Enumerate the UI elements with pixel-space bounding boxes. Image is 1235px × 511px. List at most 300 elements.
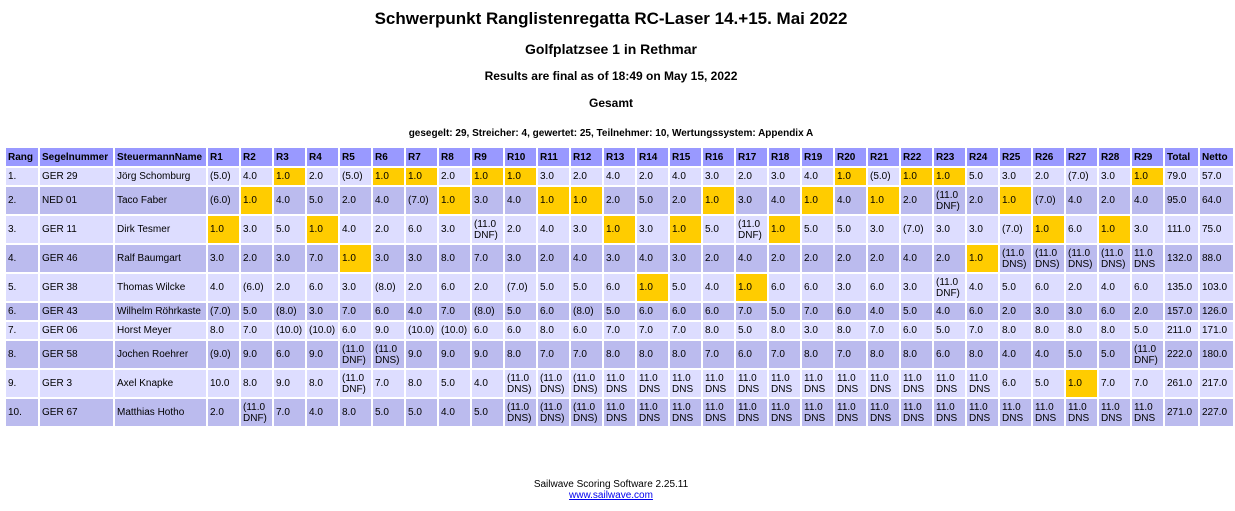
race-result-cell: 11.0 DNS: [802, 399, 833, 426]
race-result-cell: 11.0 DNS: [835, 370, 866, 397]
race-result-cell: 3.0: [967, 216, 998, 243]
race-result-cell: 2.0: [274, 274, 305, 301]
column-header-r25: R25: [1000, 148, 1031, 166]
race-result-cell: 5.0: [274, 216, 305, 243]
race-result-cell: 7.0: [538, 341, 569, 368]
group-title: Gesamt: [588, 96, 634, 110]
table-row: [6, 370, 1233, 397]
race-result-cell: 2.0: [472, 274, 503, 301]
race-result-cell: (7.0): [1033, 187, 1064, 214]
table-header-row: [6, 148, 1233, 166]
race-result-cell: 3.0: [505, 245, 536, 272]
race-result-cell: 6.0: [1099, 303, 1130, 320]
race-result-cell: (10.0): [406, 322, 437, 339]
race-result-cell: 1.0: [1099, 216, 1130, 243]
column-header-r20: R20: [835, 148, 866, 166]
race-result-cell: 11.0 DNS: [703, 370, 734, 397]
race-result-cell: 6.0: [307, 274, 338, 301]
race-result-cell: (5.0): [208, 168, 239, 185]
race-result-cell: 3.0: [274, 245, 305, 272]
sail-number-cell: GER 58: [40, 341, 113, 368]
race-result-cell: 11.0 DNS: [637, 370, 668, 397]
race-result-cell: 6.0: [637, 303, 668, 320]
race-result-cell: 8.0: [505, 341, 536, 368]
race-result-cell: 11.0 DNS: [901, 399, 932, 426]
race-result-cell: 4.0: [769, 187, 800, 214]
race-result-cell: 8.0: [307, 370, 338, 397]
race-result-cell: 6.0: [1033, 274, 1064, 301]
race-result-cell: (8.0): [472, 303, 503, 320]
race-result-cell: 5.0: [901, 303, 932, 320]
race-result-cell: 5.0: [736, 322, 767, 339]
race-result-cell: 5.0: [406, 399, 437, 426]
race-result-cell: 11.0 DNS: [802, 370, 833, 397]
race-result-cell: 4.0: [901, 245, 932, 272]
race-result-cell: 4.0: [241, 168, 272, 185]
column-header-r23: R23: [934, 148, 965, 166]
race-result-cell: 4.0: [1066, 187, 1097, 214]
net-cell: 75.0: [1200, 216, 1233, 243]
race-result-cell: 2.0: [241, 245, 272, 272]
race-result-cell: 7.0: [439, 303, 470, 320]
race-result-cell: 1.0: [208, 216, 239, 243]
race-result-cell: 11.0 DNS: [670, 370, 701, 397]
race-result-cell: 7.0: [670, 322, 701, 339]
race-result-cell: 7.0: [769, 341, 800, 368]
total-cell: 95.0: [1165, 187, 1198, 214]
race-result-cell: 2.0: [736, 168, 767, 185]
race-result-cell: 1.0: [241, 187, 272, 214]
race-result-cell: 1.0: [571, 187, 602, 214]
race-result-cell: 3.0: [406, 245, 437, 272]
race-result-cell: (10.0): [274, 322, 305, 339]
race-result-cell: 7.0: [472, 245, 503, 272]
race-result-cell: 3.0: [934, 216, 965, 243]
race-result-cell: 4.0: [340, 216, 371, 243]
race-result-cell: 6.0: [439, 274, 470, 301]
race-result-cell: 1.0: [604, 216, 635, 243]
race-result-cell: 11.0 DNS: [736, 399, 767, 426]
race-result-cell: 3.0: [1132, 216, 1163, 243]
race-result-cell: 1.0: [439, 187, 470, 214]
net-cell: 103.0: [1200, 274, 1233, 301]
race-result-cell: (11.0 DNS): [1099, 245, 1130, 272]
race-result-cell: 7.0: [703, 341, 734, 368]
table-row: [6, 216, 1233, 243]
race-result-cell: 4.0: [274, 187, 305, 214]
rank-cell: 3.: [6, 216, 38, 243]
column-header-r13: R13: [604, 148, 635, 166]
column-header-r18: R18: [769, 148, 800, 166]
race-result-cell: 2.0: [604, 187, 635, 214]
skipper-name-cell: Wilhelm Röhrkaste: [115, 303, 206, 320]
rank-cell: 7.: [6, 322, 38, 339]
race-result-cell: 6.0: [670, 303, 701, 320]
footer: [0, 479, 1222, 501]
race-result-cell: 9.0: [373, 322, 404, 339]
race-result-cell: 3.0: [736, 187, 767, 214]
race-result-cell: 2.0: [637, 168, 668, 185]
race-result-cell: 7.0: [1099, 370, 1130, 397]
race-result-cell: 11.0 DNS: [901, 370, 932, 397]
race-result-cell: (11.0 DNF): [934, 187, 965, 214]
total-cell: 222.0: [1165, 341, 1198, 368]
race-result-cell: 9.0: [406, 341, 437, 368]
column-header-r21: R21: [868, 148, 899, 166]
race-result-cell: 5.0: [802, 216, 833, 243]
race-result-cell: 1.0: [1033, 216, 1064, 243]
race-result-cell: 3.0: [241, 216, 272, 243]
race-result-cell: (7.0): [1000, 216, 1031, 243]
race-result-cell: 5.0: [472, 399, 503, 426]
column-header-steuermannname: SteuermannName: [115, 148, 206, 166]
race-result-cell: 4.0: [835, 187, 866, 214]
race-result-cell: 3.0: [637, 216, 668, 243]
race-result-cell: (8.0): [373, 274, 404, 301]
race-result-cell: 6.0: [901, 322, 932, 339]
race-result-cell: 7.0: [967, 322, 998, 339]
race-result-cell: 7.0: [736, 303, 767, 320]
race-result-cell: 6.0: [406, 216, 437, 243]
race-result-cell: 2.0: [1066, 274, 1097, 301]
skipper-name-cell: Jochen Roehrer: [115, 341, 206, 368]
race-result-cell: 6.0: [967, 303, 998, 320]
skipper-name-cell: Matthias Hotho: [115, 399, 206, 426]
race-result-cell: 5.0: [439, 370, 470, 397]
race-result-cell: 11.0 DNS: [934, 399, 965, 426]
race-result-cell: 1.0: [472, 168, 503, 185]
race-result-cell: 4.0: [1132, 187, 1163, 214]
race-result-cell: 6.0: [769, 274, 800, 301]
race-result-cell: 3.0: [604, 245, 635, 272]
race-result-cell: 2.0: [703, 245, 734, 272]
results-status: Results are final as of 18:49 on May 15, 2022: [484, 69, 738, 83]
skipper-name-cell: Taco Faber: [115, 187, 206, 214]
software-credit: Sailwave Scoring Software 2.25.11: [533, 479, 689, 490]
race-result-cell: 11.0 DNS: [934, 370, 965, 397]
race-result-cell: 8.0: [637, 341, 668, 368]
race-result-cell: 7.0: [835, 341, 866, 368]
race-result-cell: 2.0: [208, 399, 239, 426]
skipper-name-cell: Jörg Schomburg: [115, 168, 206, 185]
race-result-cell: 8.0: [901, 341, 932, 368]
race-result-cell: 4.0: [604, 168, 635, 185]
column-header-r26: R26: [1033, 148, 1064, 166]
skipper-name-cell: Horst Meyer: [115, 322, 206, 339]
race-result-cell: 5.0: [1066, 341, 1097, 368]
net-cell: 57.0: [1200, 168, 1233, 185]
race-result-cell: 8.0: [406, 370, 437, 397]
race-result-cell: 11.0 DNS: [637, 399, 668, 426]
race-result-cell: 1.0: [835, 168, 866, 185]
race-result-cell: 9.0: [439, 341, 470, 368]
race-result-cell: 3.0: [373, 245, 404, 272]
column-header-rang: Rang: [6, 148, 38, 166]
column-header-r10: R10: [505, 148, 536, 166]
net-cell: 88.0: [1200, 245, 1233, 272]
race-result-cell: 4.0: [637, 245, 668, 272]
race-result-cell: 5.0: [1132, 322, 1163, 339]
race-result-cell: 8.0: [703, 322, 734, 339]
race-result-cell: 5.0: [637, 187, 668, 214]
race-result-cell: 11.0 DNS: [703, 399, 734, 426]
race-result-cell: 1.0: [307, 216, 338, 243]
race-result-cell: 8.0: [670, 341, 701, 368]
race-result-cell: 4.0: [703, 274, 734, 301]
race-result-cell: 1.0: [538, 187, 569, 214]
column-header-total: Total: [1165, 148, 1198, 166]
race-result-cell: 8.0: [868, 341, 899, 368]
race-result-cell: 6.0: [868, 274, 899, 301]
series-summary: gesegelt: 29, Streicher: 4, gewertet: 25, Teilnehmer: 10, Wertungssystem: Appendix A: [408, 128, 814, 139]
skipper-name-cell: Ralf Baumgart: [115, 245, 206, 272]
race-result-cell: 7.0: [307, 245, 338, 272]
race-result-cell: 5.0: [604, 303, 635, 320]
race-result-cell: 4.0: [1099, 274, 1130, 301]
race-result-cell: 2.0: [538, 245, 569, 272]
race-result-cell: 4.0: [1000, 341, 1031, 368]
race-result-cell: 6.0: [505, 322, 536, 339]
race-result-cell: 5.0: [769, 303, 800, 320]
race-result-cell: 11.0 DNS: [1033, 399, 1064, 426]
race-result-cell: (11.0 DNS): [1033, 245, 1064, 272]
results-table: [4, 146, 1235, 428]
race-result-cell: (7.0): [505, 274, 536, 301]
column-header-r6: R6: [373, 148, 404, 166]
race-result-cell: 3.0: [835, 274, 866, 301]
race-result-cell: 6.0: [274, 341, 305, 368]
race-result-cell: 8.0: [1066, 322, 1097, 339]
race-result-cell: 3.0: [670, 245, 701, 272]
race-result-cell: 3.0: [538, 168, 569, 185]
sail-number-cell: GER 67: [40, 399, 113, 426]
race-result-cell: 2.0: [505, 216, 536, 243]
rank-cell: 4.: [6, 245, 38, 272]
page-title: Schwerpunkt Ranglistenregatta RC-Laser 14.+15. Mai 2022: [374, 9, 848, 28]
column-header-r3: R3: [274, 148, 305, 166]
race-result-cell: 1.0: [703, 187, 734, 214]
race-result-cell: 3.0: [868, 216, 899, 243]
race-result-cell: 3.0: [208, 245, 239, 272]
column-header-r22: R22: [901, 148, 932, 166]
race-result-cell: 6.0: [1000, 370, 1031, 397]
race-result-cell: 8.0: [967, 341, 998, 368]
race-result-cell: 7.0: [571, 341, 602, 368]
race-result-cell: 9.0: [472, 341, 503, 368]
race-result-cell: 3.0: [439, 216, 470, 243]
race-result-cell: 5.0: [703, 216, 734, 243]
race-result-cell: 1.0: [967, 245, 998, 272]
sail-number-cell: GER 06: [40, 322, 113, 339]
race-result-cell: 1.0: [637, 274, 668, 301]
race-result-cell: 1.0: [802, 187, 833, 214]
rank-cell: 1.: [6, 168, 38, 185]
race-result-cell: 4.0: [439, 399, 470, 426]
race-result-cell: (10.0): [307, 322, 338, 339]
race-result-cell: 11.0 DNS: [1132, 245, 1163, 272]
race-result-cell: (9.0): [208, 341, 239, 368]
race-result-cell: 1.0: [1000, 187, 1031, 214]
race-result-cell: 6.0: [340, 322, 371, 339]
race-result-cell: 11.0 DNS: [967, 399, 998, 426]
net-cell: 217.0: [1200, 370, 1233, 397]
race-result-cell: 8.0: [1033, 322, 1064, 339]
race-result-cell: (11.0 DNF): [340, 370, 371, 397]
race-result-cell: 1.0: [868, 187, 899, 214]
race-result-cell: 2.0: [868, 245, 899, 272]
race-result-cell: 2.0: [373, 216, 404, 243]
column-header-r9: R9: [472, 148, 503, 166]
race-result-cell: 11.0 DNS: [1066, 399, 1097, 426]
race-result-cell: 10.0: [208, 370, 239, 397]
table-row: [6, 187, 1233, 214]
total-cell: 79.0: [1165, 168, 1198, 185]
race-result-cell: (11.0 DNS): [1066, 245, 1097, 272]
race-result-cell: 11.0 DNS: [769, 399, 800, 426]
race-result-cell: 7.0: [637, 322, 668, 339]
race-result-cell: 5.0: [505, 303, 536, 320]
race-result-cell: 11.0 DNS: [967, 370, 998, 397]
column-header-r27: R27: [1066, 148, 1097, 166]
race-result-cell: 4.0: [868, 303, 899, 320]
total-cell: 211.0: [1165, 322, 1198, 339]
total-cell: 261.0: [1165, 370, 1198, 397]
race-result-cell: 8.0: [604, 341, 635, 368]
race-result-cell: 2.0: [1132, 303, 1163, 320]
race-result-cell: 6.0: [373, 303, 404, 320]
venue-title: Golfplatzsee 1 in Rethmar: [525, 41, 697, 57]
race-result-cell: 1.0: [274, 168, 305, 185]
race-result-cell: (11.0 DNS): [571, 399, 602, 426]
race-result-cell: 5.0: [967, 168, 998, 185]
rank-cell: 8.: [6, 341, 38, 368]
race-result-cell: 9.0: [274, 370, 305, 397]
column-header-r8: R8: [439, 148, 470, 166]
race-result-cell: 4.0: [538, 216, 569, 243]
table-row: [6, 168, 1233, 185]
race-result-cell: 5.0: [1033, 370, 1064, 397]
race-result-cell: (6.0): [208, 187, 239, 214]
column-header-segelnummer: Segelnummer: [40, 148, 113, 166]
race-result-cell: (11.0 DNS): [1000, 245, 1031, 272]
race-result-cell: 1.0: [1132, 168, 1163, 185]
sail-number-cell: GER 3: [40, 370, 113, 397]
race-result-cell: 6.0: [1066, 216, 1097, 243]
sailwave-link[interactable]: www.sailwave.com: [569, 490, 653, 501]
race-result-cell: 2.0: [1000, 303, 1031, 320]
sail-number-cell: GER 38: [40, 274, 113, 301]
race-result-cell: 7.0: [868, 322, 899, 339]
race-result-cell: (11.0 DNS): [538, 399, 569, 426]
race-result-cell: 4.0: [373, 187, 404, 214]
net-cell: 126.0: [1200, 303, 1233, 320]
race-result-cell: (11.0 DNF): [472, 216, 503, 243]
race-result-cell: 4.0: [571, 245, 602, 272]
race-result-cell: 4.0: [307, 399, 338, 426]
race-result-cell: 8.0: [1099, 322, 1130, 339]
column-header-r14: R14: [637, 148, 668, 166]
race-result-cell: 1.0: [1066, 370, 1097, 397]
race-result-cell: 11.0 DNS: [1000, 399, 1031, 426]
race-result-cell: 11.0 DNS: [769, 370, 800, 397]
race-result-cell: 2.0: [901, 187, 932, 214]
race-result-cell: 8.0: [835, 322, 866, 339]
column-header-r19: R19: [802, 148, 833, 166]
race-result-cell: 2.0: [769, 245, 800, 272]
race-result-cell: (7.0): [901, 216, 932, 243]
race-result-cell: 2.0: [934, 245, 965, 272]
table-row: [6, 322, 1233, 339]
race-result-cell: 3.0: [1066, 303, 1097, 320]
race-result-cell: (10.0): [439, 322, 470, 339]
race-result-cell: 3.0: [307, 303, 338, 320]
race-result-cell: (7.0): [406, 187, 437, 214]
race-result-cell: 9.0: [307, 341, 338, 368]
race-result-cell: (11.0 DNF): [340, 341, 371, 368]
race-result-cell: 8.0: [802, 341, 833, 368]
table-row: [6, 303, 1233, 320]
race-result-cell: (6.0): [241, 274, 272, 301]
column-header-r5: R5: [340, 148, 371, 166]
race-result-cell: 2.0: [1099, 187, 1130, 214]
race-result-cell: 5.0: [934, 322, 965, 339]
race-result-cell: 2.0: [967, 187, 998, 214]
race-result-cell: 2.0: [835, 245, 866, 272]
net-cell: 171.0: [1200, 322, 1233, 339]
race-result-cell: 11.0 DNS: [1132, 399, 1163, 426]
rank-cell: 6.: [6, 303, 38, 320]
race-result-cell: 5.0: [1099, 341, 1130, 368]
race-result-cell: 8.0: [340, 399, 371, 426]
total-cell: 157.0: [1165, 303, 1198, 320]
race-result-cell: (11.0 DNF): [934, 274, 965, 301]
column-header-r24: R24: [967, 148, 998, 166]
race-result-cell: 7.0: [604, 322, 635, 339]
column-header-r28: R28: [1099, 148, 1130, 166]
column-header-r15: R15: [670, 148, 701, 166]
table-row: [6, 274, 1233, 301]
rank-cell: 10.: [6, 399, 38, 426]
race-result-cell: 4.0: [934, 303, 965, 320]
race-result-cell: 3.0: [1000, 168, 1031, 185]
race-result-cell: 1.0: [505, 168, 536, 185]
race-result-cell: 7.0: [241, 322, 272, 339]
race-result-cell: 5.0: [571, 274, 602, 301]
race-result-cell: (11.0 DNF): [736, 216, 767, 243]
rank-cell: 5.: [6, 274, 38, 301]
race-result-cell: 7.0: [802, 303, 833, 320]
race-result-cell: 1.0: [934, 168, 965, 185]
race-result-cell: 11.0 DNS: [868, 399, 899, 426]
race-result-cell: 11.0 DNS: [736, 370, 767, 397]
race-result-cell: 6.0: [736, 341, 767, 368]
race-result-cell: 4.0: [505, 187, 536, 214]
race-result-cell: 7.0: [274, 399, 305, 426]
race-result-cell: 5.0: [835, 216, 866, 243]
total-cell: 111.0: [1165, 216, 1198, 243]
race-result-cell: 2.0: [802, 245, 833, 272]
column-header-r2: R2: [241, 148, 272, 166]
table-row: [6, 399, 1233, 426]
race-result-cell: 5.0: [241, 303, 272, 320]
race-result-cell: 7.0: [340, 303, 371, 320]
race-result-cell: 6.0: [571, 322, 602, 339]
race-result-cell: 6.0: [835, 303, 866, 320]
race-result-cell: 8.0: [208, 322, 239, 339]
race-result-cell: 3.0: [571, 216, 602, 243]
race-result-cell: 5.0: [1000, 274, 1031, 301]
race-result-cell: 2.0: [439, 168, 470, 185]
